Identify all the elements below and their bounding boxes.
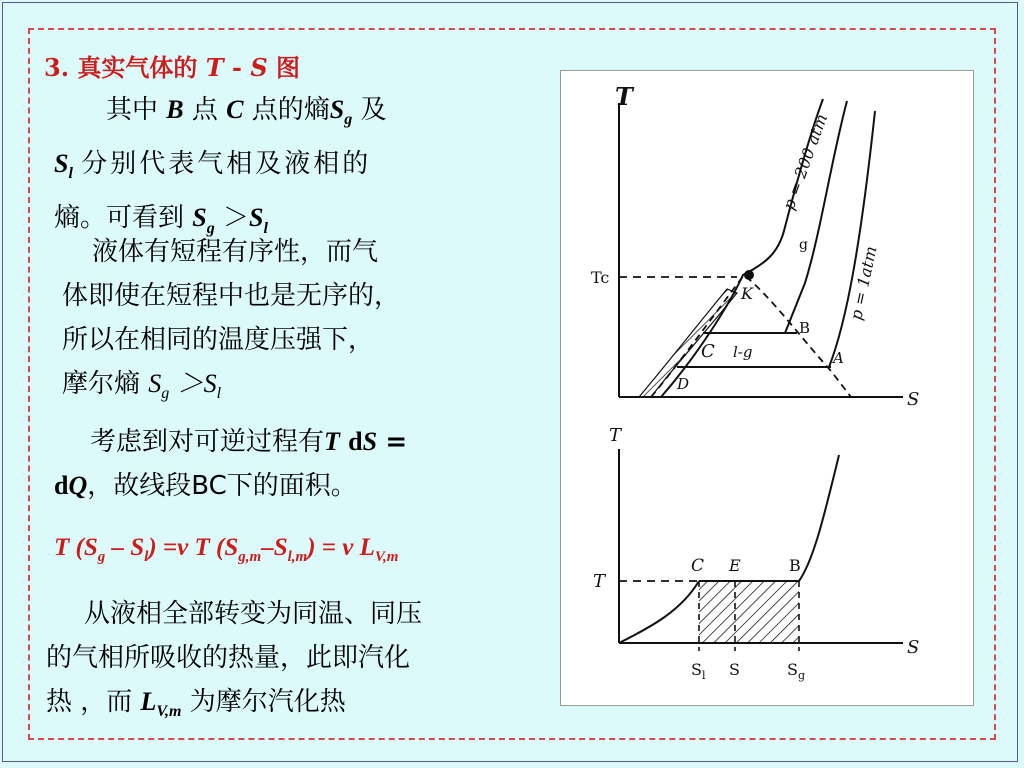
g-label: g	[799, 237, 808, 253]
ts-diagram-svg	[561, 71, 973, 705]
paragraph-vaporization-heat: 从液相全部转变为同温、同压 的气相所吸收的热量，此即汽化 热 ，而 $L_{V,m}$ 为摩尔汽化热	[46, 599, 423, 721]
lg-label: l-g	[733, 343, 753, 361]
d-label: D	[677, 375, 690, 393]
k-label: K	[741, 284, 753, 303]
bottom-t-axis-label: T	[609, 425, 622, 446]
liquid-curve	[619, 581, 699, 643]
tc-label: Tc	[591, 268, 610, 287]
b-label: B	[799, 319, 811, 337]
p200-label: p = 200 atm	[778, 111, 832, 213]
paragraph-liquid-order: 液体有短程有序性，而气 体即使在短程中也是无序的， 所以在相同的温度压强下， 摩尔熵 $S_g >S_l$	[62, 237, 401, 403]
paragraph-reversible-process: 考虑到对可逆过程有T dS = dQ，故线段BC下的面积。	[54, 427, 408, 501]
c-label: C	[701, 341, 715, 362]
bottom-s-axis-label: S	[907, 637, 920, 658]
latent-heat-formula: T $(S_g - S_l) =\nu$ T $(S_{g,m}-S_{l,m}) = \nu$ $L_{V,m}$	[54, 534, 399, 565]
top-t-axis-label: T	[615, 82, 633, 111]
bottom-b-label: B	[789, 556, 801, 575]
bottom-e-label: E	[729, 556, 741, 575]
sg-label: $S_g$	[787, 660, 806, 682]
p1atm-label: p = 1atm	[846, 244, 881, 322]
latent-heat-area	[699, 581, 799, 643]
top-s-axis-label: S	[907, 389, 920, 410]
bottom-ts-diagram	[619, 449, 903, 651]
a-label: A	[833, 349, 844, 367]
vapor-curve	[799, 455, 839, 581]
slide-title: 3. 真实气体的 T - S 图	[44, 53, 301, 82]
bottom-t-level-label: T	[593, 571, 606, 592]
s-label: S	[729, 660, 740, 679]
ts-diagram-figure	[560, 70, 974, 706]
critical-point-k	[745, 271, 753, 279]
bottom-c-label: C	[691, 556, 705, 576]
paragraph-entropy-definition: 其中 B 点 C 点的熵$S_g$ 及 $S_l$ 分别代表气相及液相的 熵。可看到 $S_g >S_l$	[54, 95, 387, 237]
sl-label: $S_l$	[691, 660, 706, 682]
